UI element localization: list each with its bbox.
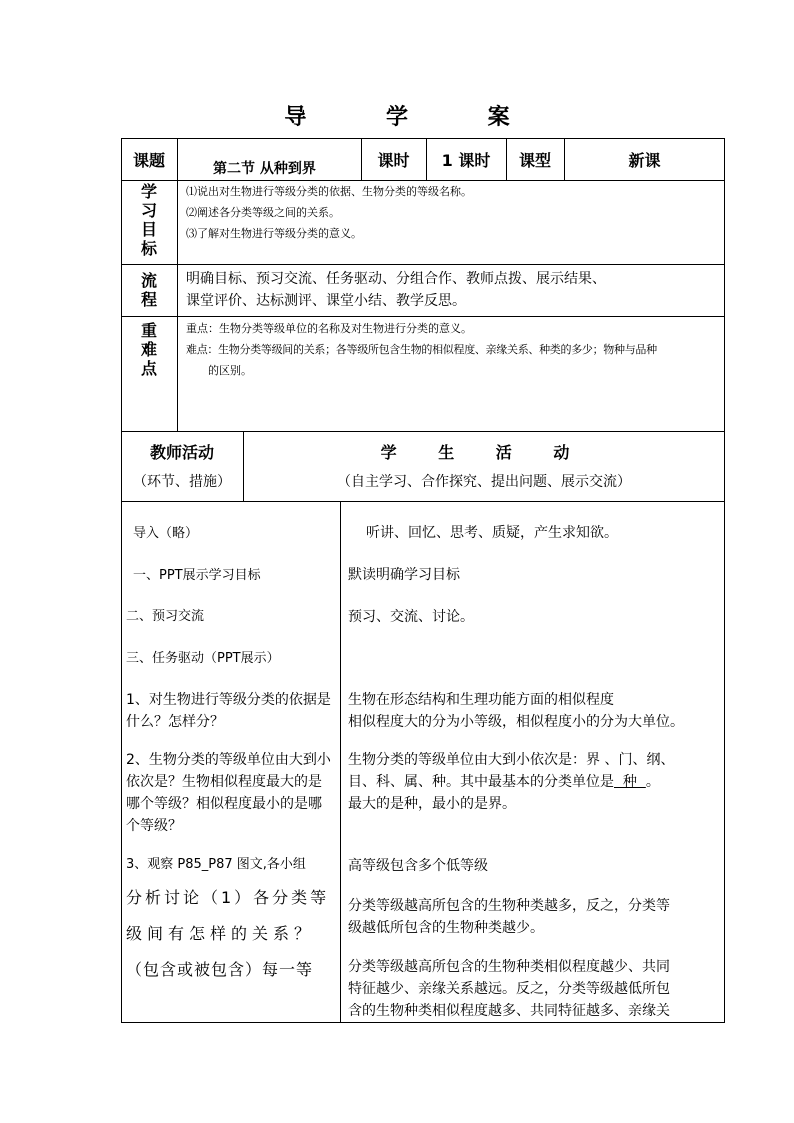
hours-value: 1 课时 [441,150,491,170]
student-step-goals: 默读明确学习目标 [348,567,460,583]
type-value: 新课 [628,150,661,170]
difficulty-text: 难点：生物分类等级间的关系；各等级所包含生物的相似程度、亲缘关系、种类的多少；物种与品种 [186,343,657,356]
teacher-q1: 1、对生物进行等级分类的依据是 什么？怎样分？ [126,692,331,730]
goals-list [186,181,716,244]
student-step-intro: 听讲、回忆、思考、质疑，产生求知欲。 [366,525,618,541]
student-step-preview: 预习、交流、讨论。 [348,609,474,625]
key-points-label: 重 难 点 [140,321,157,378]
page-title: 导 学 案 [284,105,546,130]
teacher-step-preview: 二、预习交流 [126,609,205,624]
difficulty-text-cont: 的区别。 [208,364,252,377]
process-label: 流 程 [140,271,157,309]
teacher-q3: 3、观察 P85_P87 图文,各小组 分析讨论（1）各分类等 级间有怎样的关系？ （包含或被包含）每一等 [126,857,330,979]
teacher-step-task: 三、任务驱动（PPT展示） [126,651,280,666]
topic-value: 第二节 从种到界 [213,161,316,177]
focus-text: 重点：生物分类等级单位的名称及对生物进行分类的意义。 [186,322,472,335]
goals-label: 学 习 目 标 [140,182,157,258]
answer-blank: 种 [614,774,646,790]
key-points-text [186,318,721,381]
topic-label: 课题 [132,150,165,170]
type-label: 课型 [518,150,551,170]
hours-label: 课时 [377,150,410,170]
teacher-step-goals: 一、PPT展示学习目标 [133,568,261,583]
teacher-step-intro: 导入（略） [133,526,199,541]
goal-item: ⑵阐述各分类等级之间的关系。 [186,206,340,219]
process-text: 明确目标、预习交流、任务驱动、分组合作、教师点拨、展示结果、 课堂评价、达标测评、课堂小结、教学反思。 [186,271,606,309]
student-q1: 生物在形态结构和生理功能方面的相似程度 相似程度大的分为小等级，相似程度小的分为大单位。 [348,692,684,730]
student-activity-header: 学 生 活 动 （自主学习、合作探究、提出问题、展示交流） [337,443,631,490]
teacher-activity-header: 教师活动 （环节、措施） [133,443,231,490]
student-q3: 高等级包含多个低等级 分类等级越高所包含的生物种类越多，反之，分类等 级越低所包含的生物种类越少。 分类等级越高所包含的生物种类相似程度越少、共同 特征越少、亲缘关系越远。反之，分类等级越低所包 含的生物种类相似程度越多、共同特征越多、亲缘关 [348,858,670,1019]
student-q2: 生物分类的等级单位由大到小依次是：界 、门、纲、 目、科、属、种。其中最基本的分类单位是 种 。 最大的是种，最小的是界。 [348,752,675,812]
goal-item: ⑴说出对生物进行等级分类的依据、生物分类的等级名称。 [186,185,472,198]
goal-item: ⑶了解对生物进行等级分类的意义。 [186,227,362,240]
teacher-q2: 2、生物分类的等级单位由大到小 依次是？生物相似程度最大的是 哪个等级？相似程度最小的是哪 个等级？ [126,752,331,834]
